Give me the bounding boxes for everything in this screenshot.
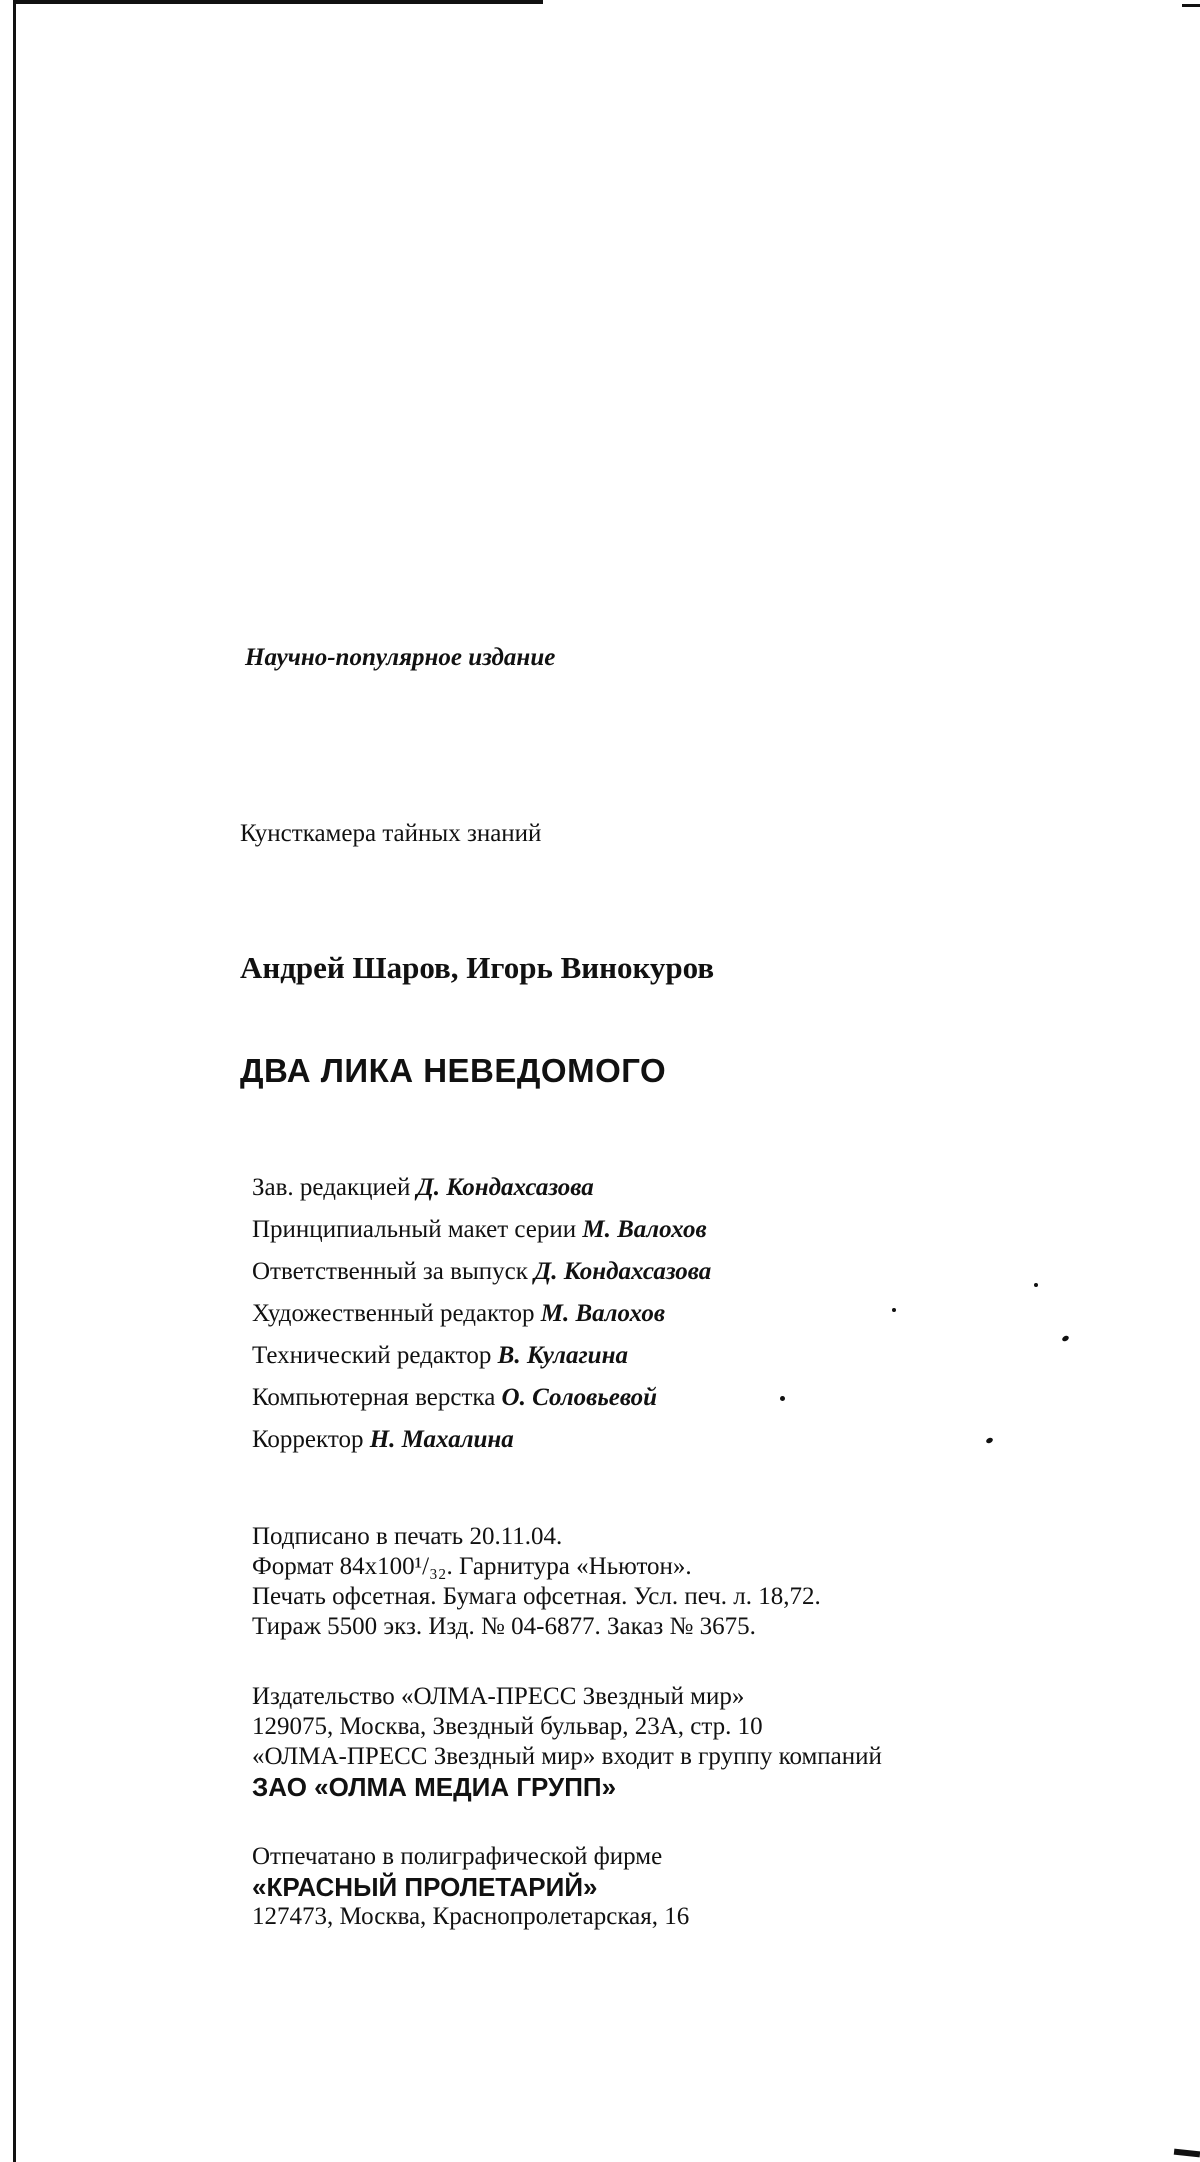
print-format: Формат 84x100¹/₃₂. Гарнитура «Ньютон». (252, 1553, 692, 1580)
credit-name: М. Валохов (540, 1300, 666, 1327)
publisher-name: Издательство «ОЛМА-ПРЕСС Звездный мир» (252, 1683, 745, 1710)
scan-speck (1061, 1335, 1070, 1343)
printer-intro: Отпечатано в полиграфической фирме (252, 1843, 663, 1870)
publisher-group: «ОЛМА-ПРЕСС Звездный мир» входит в группу компаний (252, 1743, 882, 1770)
scan-speck (892, 1308, 896, 1312)
page-border-top (13, 0, 543, 4)
print-signed: Подписано в печать 20.11.04. (252, 1523, 563, 1550)
scan-speck (780, 1396, 785, 1401)
credit-name: Д. Кондахсазова (534, 1258, 712, 1285)
print-run: Тираж 5500 экз. Изд. № 04-6877. Заказ № 3675. (252, 1613, 756, 1640)
corner-mark-top-right (1182, 4, 1200, 7)
credit-name: Н. Махалина (369, 1426, 514, 1453)
book-title: ДВА ЛИКА НЕВЕДОМОГО (240, 1052, 667, 1089)
credit-name: В. Кулагина (497, 1342, 628, 1369)
corner-mark-bottom-right (1174, 2149, 1200, 2158)
authors: Андрей Шаров, Игорь Винокуров (240, 950, 715, 985)
credit-role: Художественный редактор (252, 1300, 541, 1327)
credit-line (252, 1167, 711, 1209)
credit-name: М. Валохов (582, 1216, 707, 1243)
genre-label: Научно-популярное издание (245, 644, 556, 671)
page-border-left (13, 0, 16, 2162)
credit-role: Компьютерная верстка (252, 1384, 502, 1411)
credit-line (252, 1335, 711, 1377)
credit-role: Ответственный за выпуск (252, 1258, 535, 1285)
credit-name: Д. Кондахсазова (416, 1174, 594, 1201)
credit-name: О. Соловьевой (501, 1384, 658, 1411)
credit-line (252, 1293, 711, 1335)
print-info (252, 1522, 821, 1642)
printer-info (252, 1842, 689, 1932)
credit-line (252, 1251, 711, 1293)
printer-name: «КРАСНЫЙ ПРОЛЕТАРИЙ» (252, 1872, 598, 1902)
credit-line (252, 1209, 711, 1251)
credit-role: Принципиальный макет серии (252, 1216, 583, 1243)
credit-line (252, 1419, 711, 1461)
credit-line (252, 1377, 711, 1419)
credit-role: Зав. редакцией (252, 1174, 417, 1201)
credits-list (252, 1167, 711, 1461)
scan-speck (985, 1437, 993, 1444)
credit-role: Технический редактор (252, 1342, 498, 1369)
print-method: Печать офсетная. Бумага офсетная. Усл. печ. л. 18,72. (252, 1583, 821, 1610)
printer-address: 127473, Москва, Краснопролетарская, 16 (252, 1903, 690, 1930)
publisher-info (252, 1682, 882, 1802)
series-name: Кунсткамера тайных знаний (240, 820, 542, 847)
scan-speck (1034, 1283, 1038, 1287)
publisher-address: 129075, Москва, Звездный бульвар, 23А, стр. 10 (252, 1713, 763, 1740)
publisher-company: ЗАО «ОЛМА МЕДИА ГРУПП» (252, 1772, 617, 1802)
credit-role: Корректор (252, 1426, 370, 1453)
